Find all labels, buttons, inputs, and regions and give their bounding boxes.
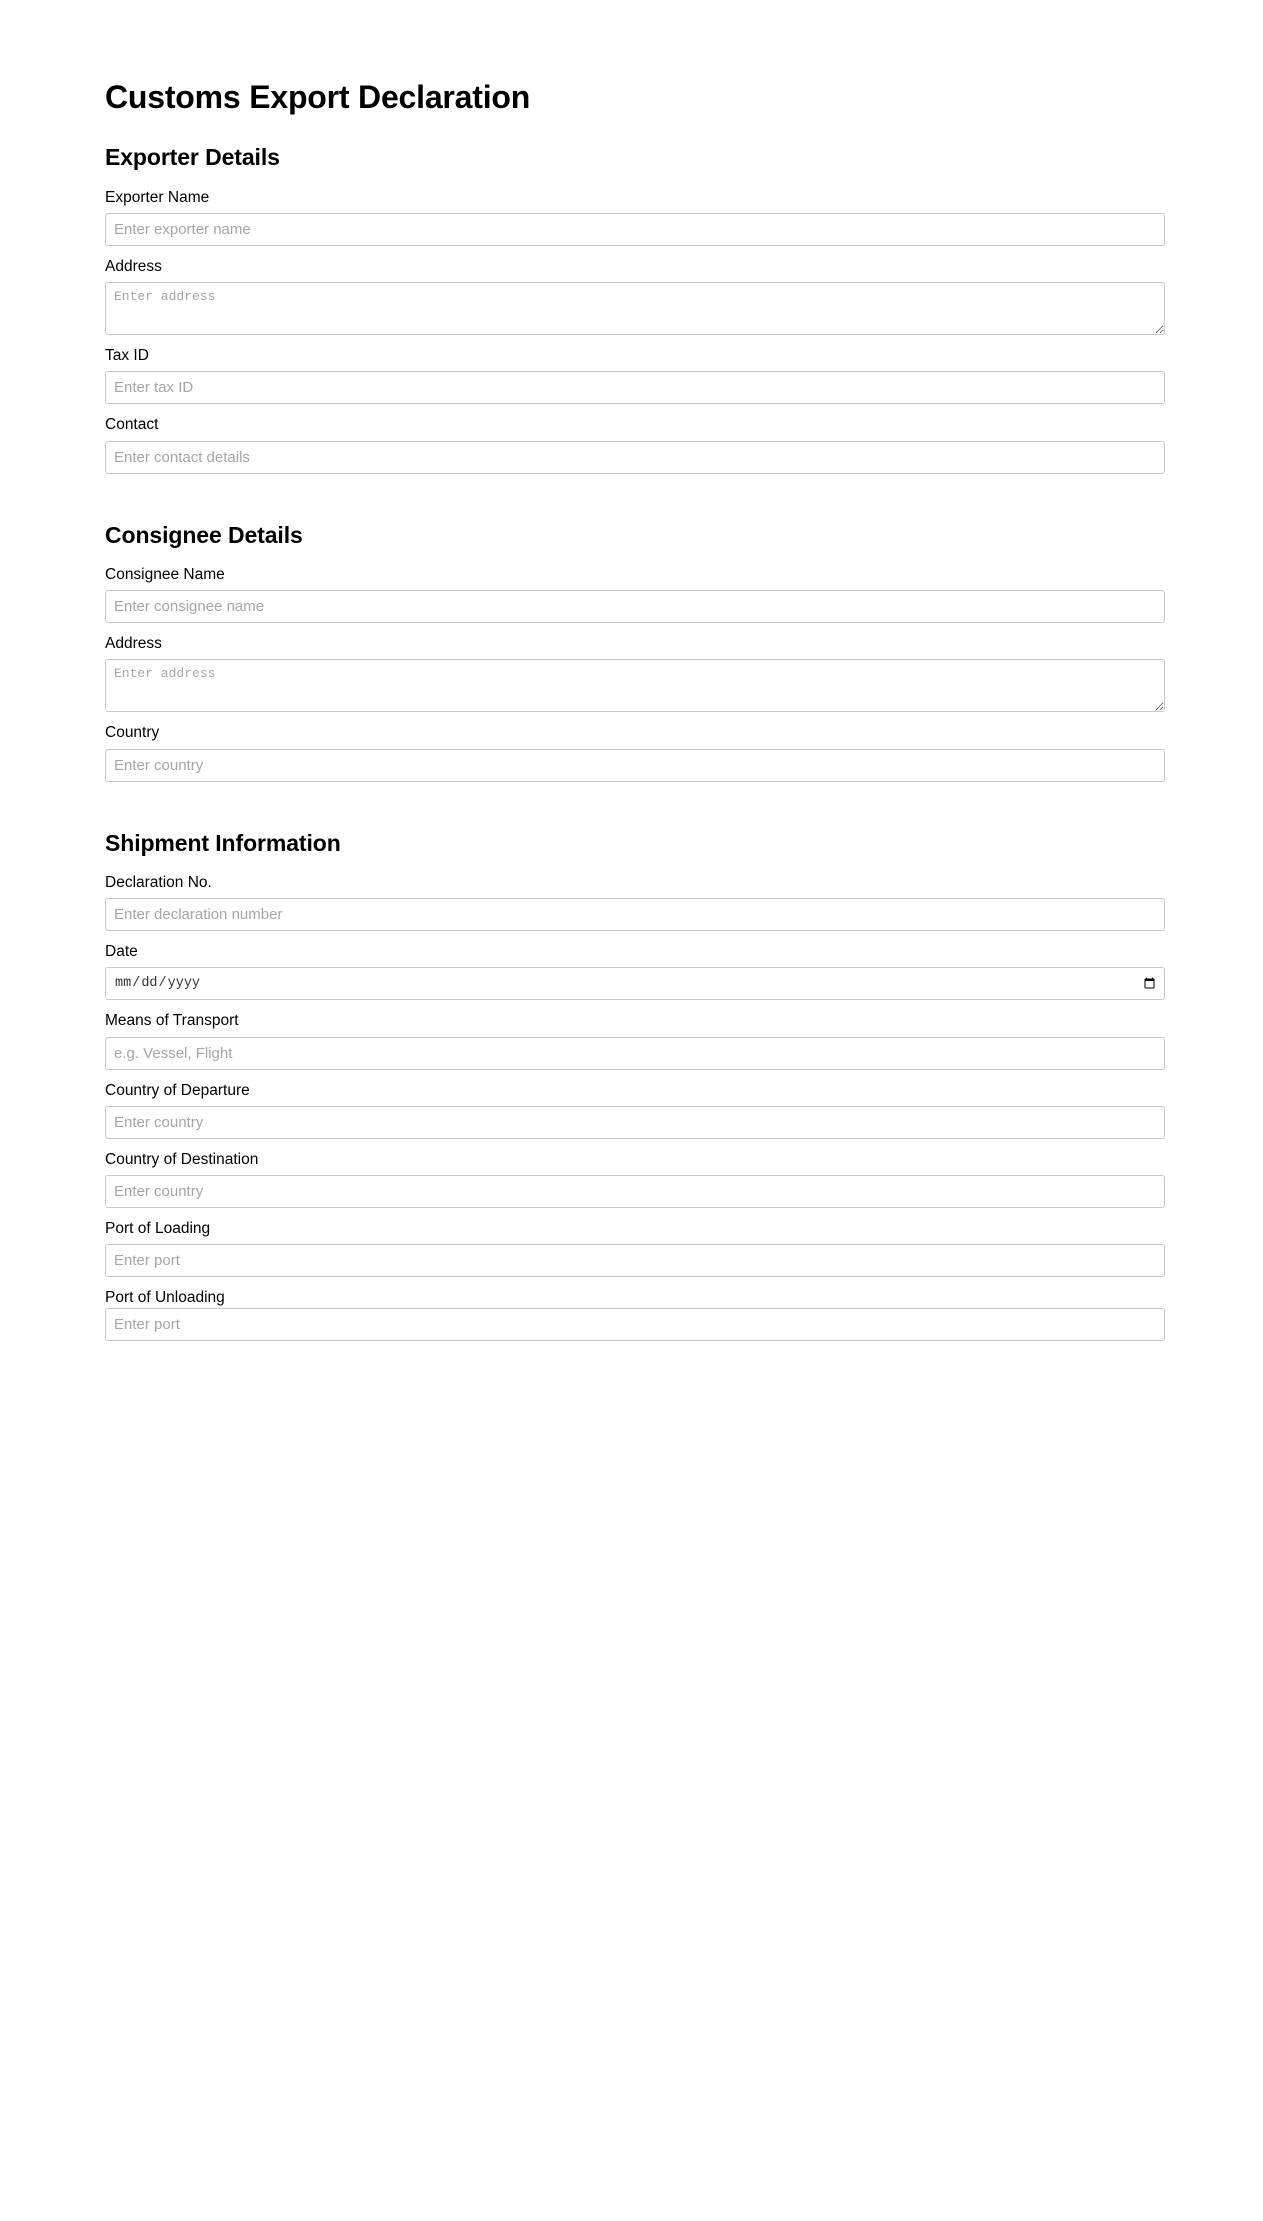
section-title-consignee-details: Consignee Details xyxy=(105,521,303,548)
field-exporter-address xyxy=(105,257,1165,335)
field-exporter-name xyxy=(105,188,1165,246)
label-port-of-unloading: Port of Unloading xyxy=(105,1289,225,1306)
consignee-name-input[interactable] xyxy=(105,590,1165,623)
section-consignee-details xyxy=(105,522,1165,782)
exporter-contact-input[interactable] xyxy=(105,441,1165,474)
port-of-unloading-input[interactable] xyxy=(105,1308,1165,1341)
declaration-no-input[interactable] xyxy=(105,898,1165,931)
section-exporter-details xyxy=(105,144,1165,473)
field-consignee-address xyxy=(105,634,1165,712)
port-of-loading-input[interactable] xyxy=(105,1244,1165,1277)
label-consignee-name: Consignee Name xyxy=(105,566,225,584)
label-consignee-address: Address xyxy=(105,635,162,653)
label-exporter-name: Exporter Name xyxy=(105,188,210,206)
means-of-transport-input[interactable] xyxy=(105,1037,1165,1070)
consignee-address-input[interactable] xyxy=(105,659,1165,712)
field-port-of-loading xyxy=(105,1219,1165,1277)
label-exporter-contact: Contact xyxy=(105,416,159,434)
country-of-departure-input[interactable] xyxy=(105,1106,1165,1139)
field-means-of-transport xyxy=(105,1011,1165,1069)
field-consignee-name xyxy=(105,565,1165,623)
country-of-destination-input[interactable] xyxy=(105,1175,1165,1208)
field-country-of-departure xyxy=(105,1081,1165,1139)
exporter-name-input[interactable] xyxy=(105,213,1165,246)
exporter-tax-id-input[interactable] xyxy=(105,371,1165,404)
label-country-of-departure: Country of Departure xyxy=(105,1081,250,1099)
field-consignee-country xyxy=(105,723,1165,781)
exporter-address-input[interactable] xyxy=(105,282,1165,335)
field-exporter-tax-id xyxy=(105,346,1165,404)
field-exporter-contact xyxy=(105,415,1165,473)
field-port-of-unloading xyxy=(105,1288,1165,1341)
label-country-of-destination: Country of Destination xyxy=(105,1150,259,1168)
section-shipment-information xyxy=(105,830,1165,1342)
section-title-exporter-details: Exporter Details xyxy=(105,144,280,171)
label-exporter-address: Address xyxy=(105,258,162,276)
field-date xyxy=(105,942,1165,1000)
date-input[interactable] xyxy=(105,967,1165,1000)
label-declaration-no: Declaration No. xyxy=(105,874,212,892)
label-date: Date xyxy=(105,943,138,961)
label-exporter-tax-id: Tax ID xyxy=(105,347,149,365)
consignee-country-input[interactable] xyxy=(105,749,1165,782)
label-port-of-loading: Port of Loading xyxy=(105,1219,211,1237)
label-means-of-transport: Means of Transport xyxy=(105,1012,239,1030)
field-country-of-destination xyxy=(105,1150,1165,1208)
label-consignee-country: Country xyxy=(105,724,160,742)
section-title-shipment-information: Shipment Information xyxy=(105,829,341,856)
field-declaration-no xyxy=(105,873,1165,931)
customs-export-declaration-form xyxy=(105,78,1165,1341)
page-title: Customs Export Declaration xyxy=(105,79,531,115)
